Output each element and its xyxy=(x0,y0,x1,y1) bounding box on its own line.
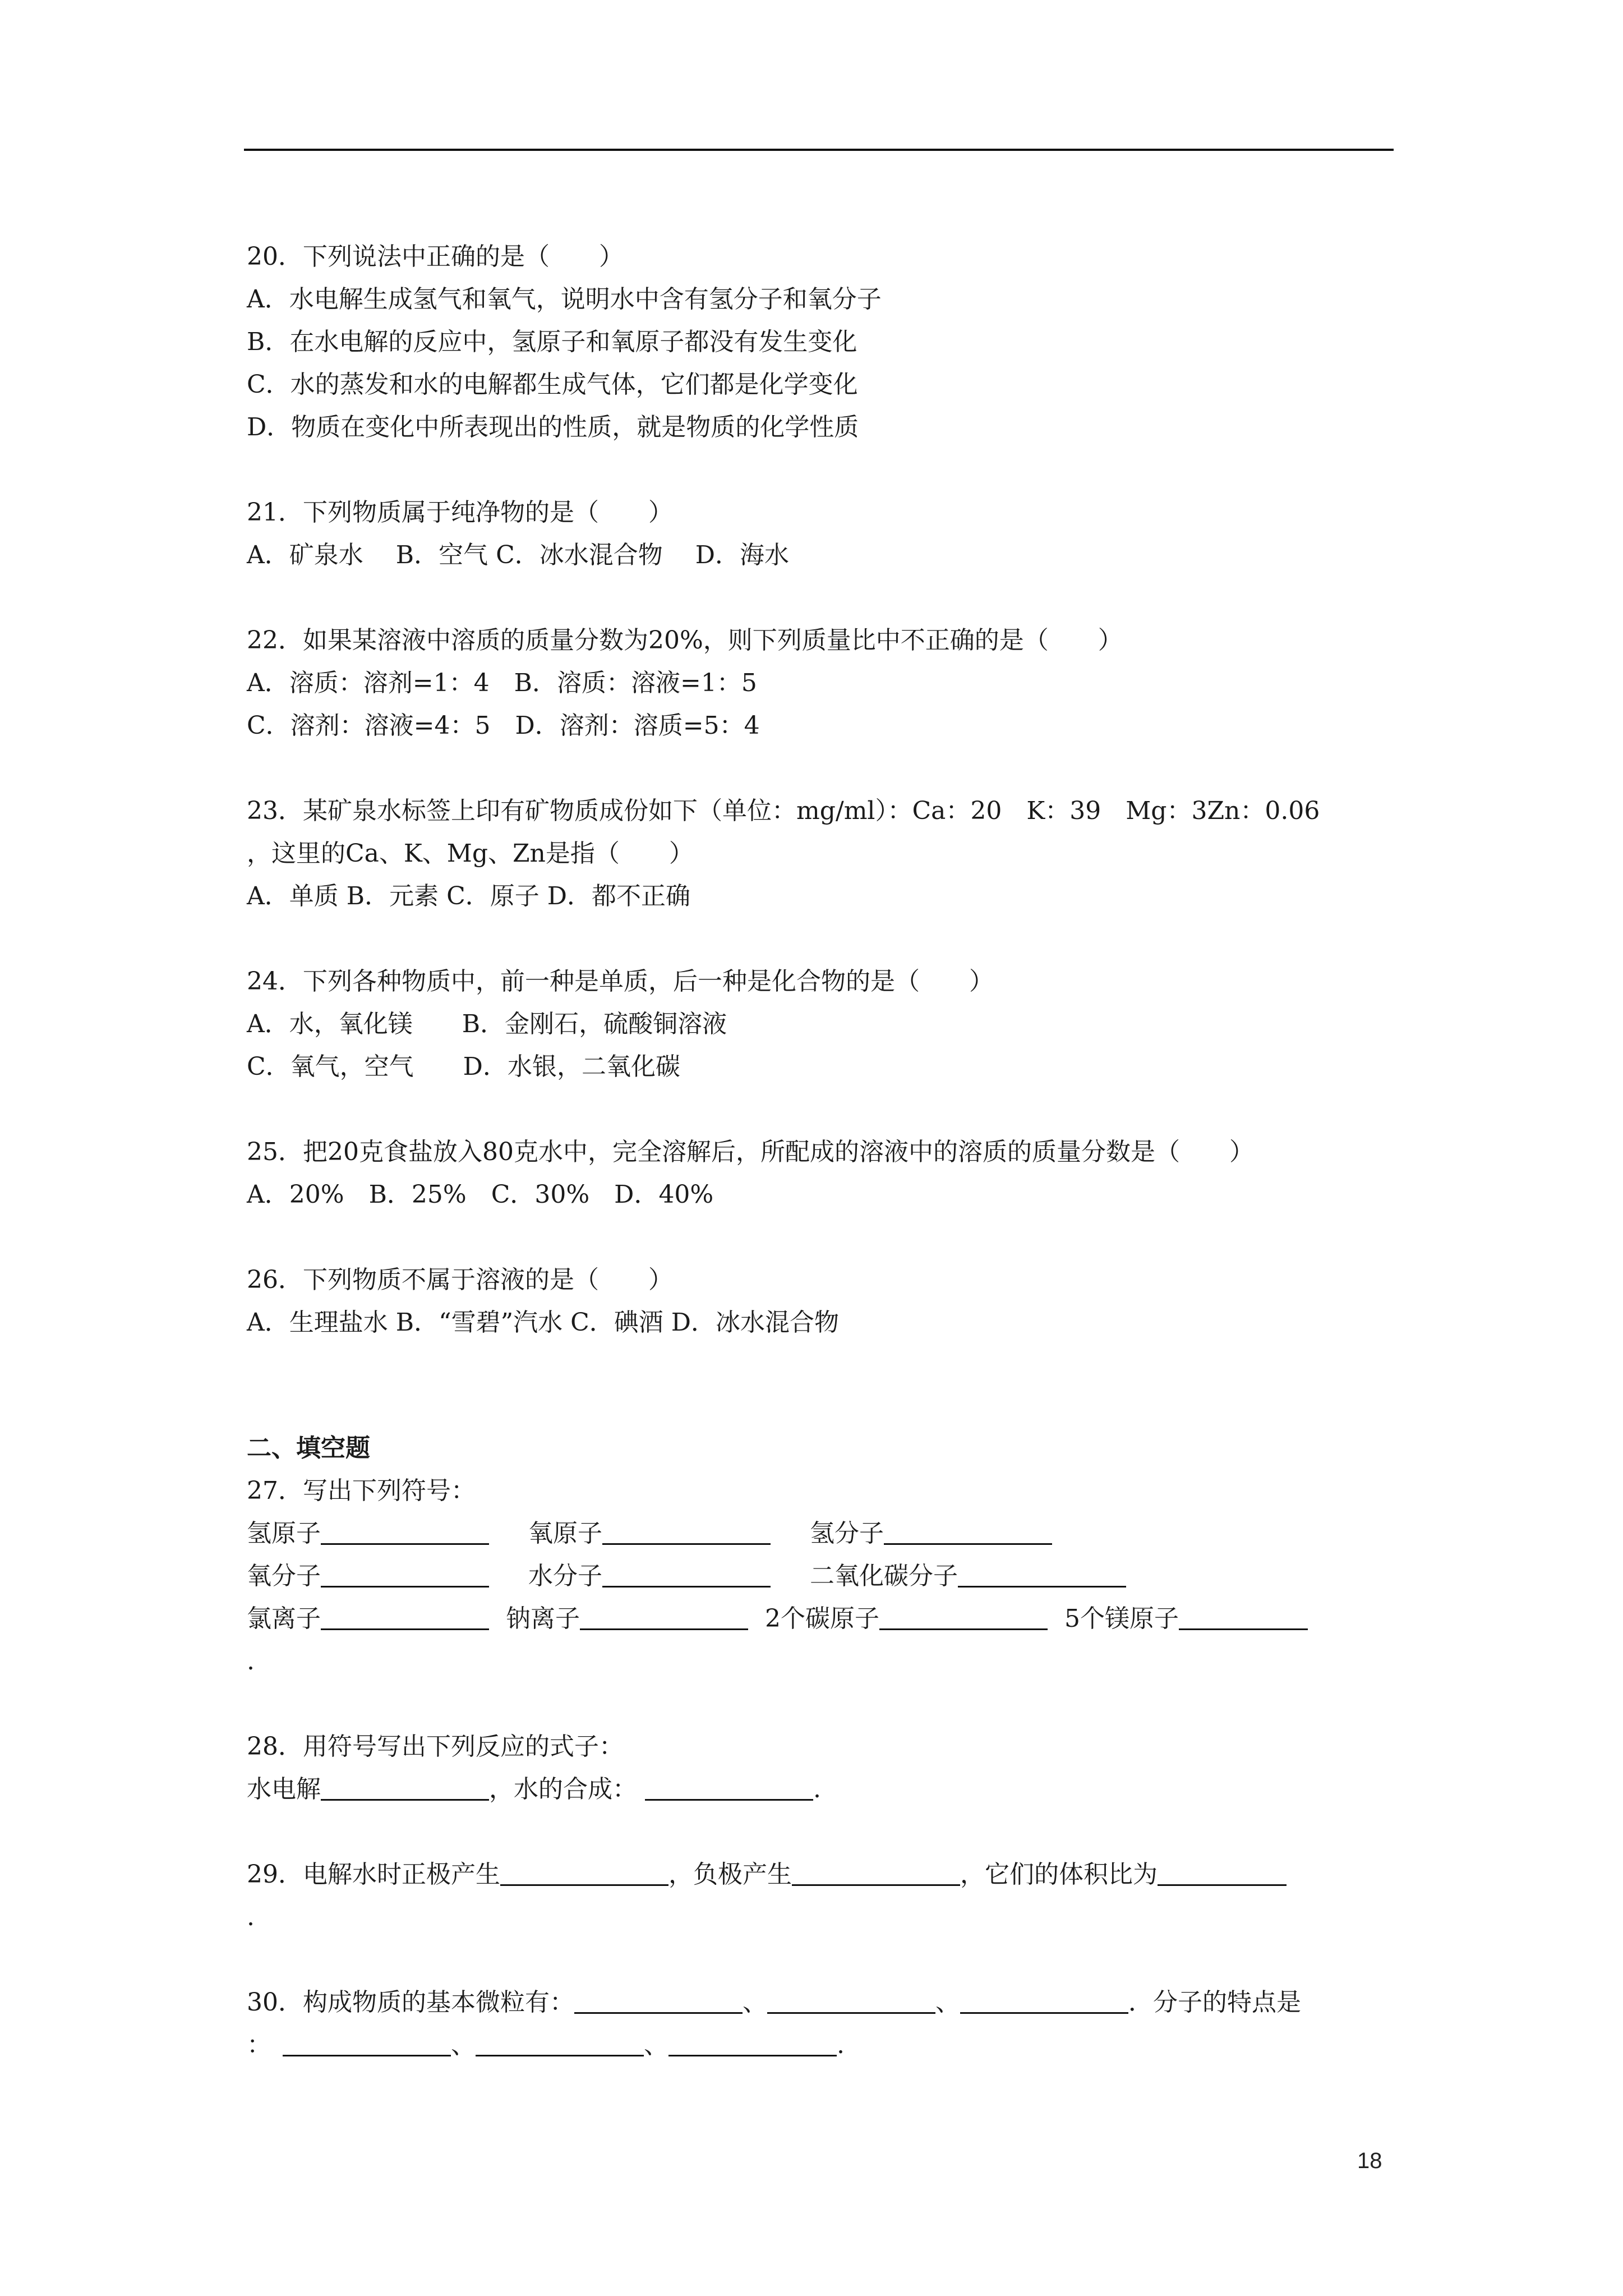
q29-line xyxy=(247,1853,1424,1896)
q29-text: ，负极产生 xyxy=(668,1860,792,1889)
separator: 、 xyxy=(743,1988,767,2017)
q22-stem: 22．如果某溶液中溶质的质量分数为20%，则下列质量比中不正确的是（ ） xyxy=(247,626,1123,655)
answer-blank[interactable] xyxy=(321,1772,489,1801)
header-rule xyxy=(244,149,1394,151)
answer-blank[interactable] xyxy=(500,1857,668,1886)
q25-stem: 25．把20克食盐放入80克水中，完全溶解后，所配成的溶液中的溶质的质量分数是（ ） xyxy=(247,1138,1254,1166)
separator: 、 xyxy=(451,2031,476,2059)
answer-blank[interactable] xyxy=(668,2028,837,2056)
q27-label: 2个碳原子 xyxy=(765,1604,879,1633)
q27-stem: 27．写出下列符号： xyxy=(247,1476,476,1505)
q22-options-ab: A．溶质：溶剂=1：4 B．溶质：溶液=1：5 xyxy=(247,669,757,697)
q20-option-d: D．物质在变化中所表现出的性质，就是物质的化学性质 xyxy=(247,413,859,441)
q27-label: 氯离子 xyxy=(247,1604,321,1633)
section-title: 二、填空题 xyxy=(247,1434,370,1462)
answer-blank[interactable] xyxy=(476,2028,644,2056)
q27-label: 氢原子 xyxy=(247,1519,321,1548)
q22-options-cd: C．溶剂：溶液=4：5 D．溶剂：溶质=5：4 xyxy=(247,711,760,740)
q27-label: 水分子 xyxy=(528,1562,602,1590)
q27-label: 钠离子 xyxy=(506,1604,580,1633)
q23-stem-line2: ，这里的Ca、K、Mg、Zn是指（ ） xyxy=(247,839,694,868)
q20-option-b: B．在水电解的反应中，氢原子和氧原子都没有发生变化 xyxy=(247,328,857,356)
q27-label: 5个镁原子 xyxy=(1064,1604,1179,1633)
q29-text: ，它们的体积比为 xyxy=(960,1860,1158,1889)
answer-blank[interactable] xyxy=(283,2028,451,2056)
answer-blank[interactable] xyxy=(958,1559,1126,1588)
q30-line-1 xyxy=(247,1981,1424,2024)
q24-options-cd: C．氧气，空气 D．水银，二氧化碳 xyxy=(247,1052,680,1081)
answer-blank[interactable] xyxy=(602,1516,771,1545)
q27-label: 氢分子 xyxy=(810,1519,884,1548)
answer-blank[interactable] xyxy=(1158,1857,1287,1886)
answer-blank[interactable] xyxy=(1179,1602,1308,1630)
q27-label: 氧原子 xyxy=(528,1519,602,1548)
q27-row-3 xyxy=(247,1598,1424,1640)
q30-end: . xyxy=(837,2031,845,2059)
q20-stem: 20．下列说法中正确的是（ ） xyxy=(247,242,624,271)
separator: 、 xyxy=(644,2031,668,2059)
answer-blank[interactable] xyxy=(960,1985,1128,2014)
q27-row-2 xyxy=(247,1555,1424,1598)
q21-options: A．矿泉水 B．空气 C．冰水混合物 D．海水 xyxy=(247,541,790,569)
answer-blank[interactable] xyxy=(879,1602,1048,1630)
q23-stem-line1: 23．某矿泉水标签上印有矿物质成份如下（单位：mg/ml）：Ca：20 K：39 Mg：3Zn：0.06 xyxy=(247,797,1320,825)
answer-blank[interactable] xyxy=(574,1985,743,2014)
q30-text: 30．构成物质的基本微粒有： xyxy=(247,1988,574,2017)
answer-blank[interactable] xyxy=(767,1985,935,2014)
page-number: 18 xyxy=(1357,2148,1382,2173)
answer-blank[interactable] xyxy=(645,1772,813,1801)
document-body xyxy=(247,236,1424,2067)
q28-label: 水电解 xyxy=(247,1775,321,1803)
answer-blank[interactable] xyxy=(321,1516,489,1545)
q21-stem: 21．下列物质属于纯净物的是（ ） xyxy=(247,498,673,527)
q26-options: A．生理盐水 B．“雪碧”汽水 C．碘酒 D．冰水混合物 xyxy=(247,1308,839,1337)
q27-end: . xyxy=(247,1647,255,1676)
q28-stem: 28．用符号写出下列反应的式子： xyxy=(247,1732,624,1761)
answer-blank[interactable] xyxy=(321,1602,489,1630)
answer-blank[interactable] xyxy=(321,1559,489,1588)
q25-options: A．20% B．25% C．30% D．40% xyxy=(247,1180,714,1209)
answer-blank[interactable] xyxy=(580,1602,748,1630)
q29-end: . xyxy=(247,1903,255,1931)
q30-text: ： xyxy=(247,2031,271,2059)
q24-options-ab: A．水，氧化镁 B．金刚石，硫酸铜溶液 xyxy=(247,1010,727,1038)
answer-blank[interactable] xyxy=(602,1559,771,1588)
separator: 、 xyxy=(935,1988,960,2017)
q24-stem: 24．下列各种物质中，前一种是单质，后一种是化合物的是（ ） xyxy=(247,967,994,996)
q20-option-a: A．水电解生成氢气和氧气，说明水中含有氢分子和氧分子 xyxy=(247,285,882,314)
q28-line xyxy=(247,1768,1424,1811)
q29-text: 29．电解水时正极产生 xyxy=(247,1860,500,1889)
q28-end: . xyxy=(813,1775,821,1803)
q28-label: ，水的合成： xyxy=(489,1775,637,1803)
q27-label: 二氧化碳分子 xyxy=(810,1562,958,1590)
answer-blank[interactable] xyxy=(792,1857,960,1886)
q20-option-c: C．水的蒸发和水的电解都生成气体，它们都是化学变化 xyxy=(247,370,858,399)
q30-text: ．分子的特点是 xyxy=(1128,1988,1301,2017)
q23-options: A．单质 B．元素 C．原子 D．都不正确 xyxy=(247,882,691,910)
answer-blank[interactable] xyxy=(884,1516,1052,1545)
q30-line-2 xyxy=(247,2024,1424,2067)
q27-row-1 xyxy=(247,1512,1424,1555)
q27-label: 氧分子 xyxy=(247,1562,321,1590)
q26-stem: 26．下列物质不属于溶液的是（ ） xyxy=(247,1266,673,1294)
